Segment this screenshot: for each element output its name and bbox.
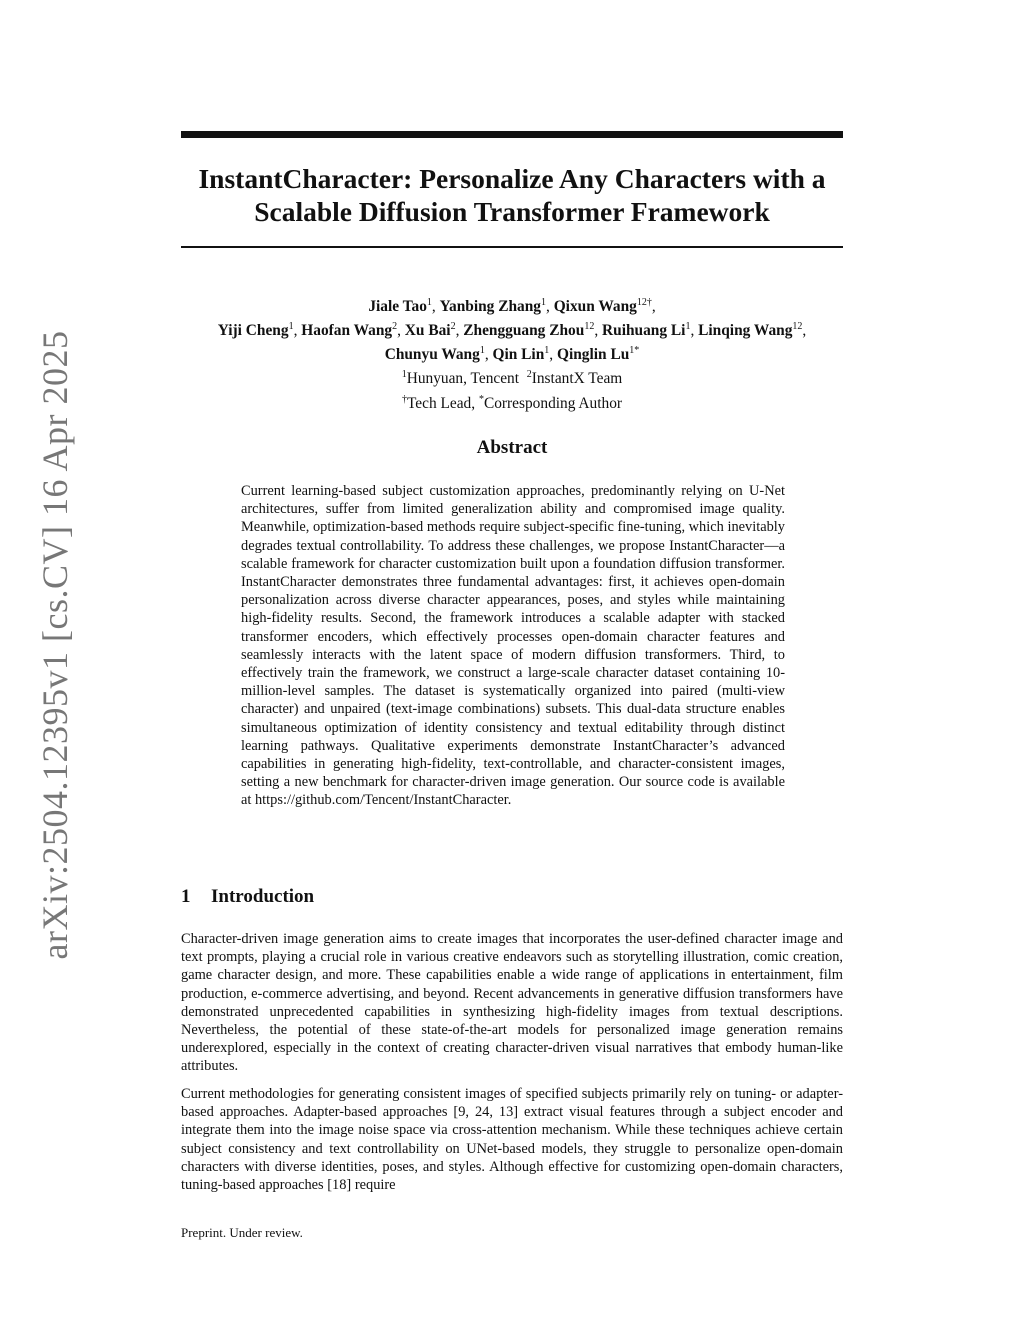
author-affiliation-mark: 1 [544, 345, 550, 357]
section-heading [181, 886, 314, 908]
title-top-rule [181, 131, 843, 138]
affiliation-1: Hunyuan, Tencent [406, 370, 520, 388]
author-affiliation-mark: 2 [450, 321, 456, 333]
author-name: Qin Lin [492, 346, 545, 364]
title-line-1: InstantCharacter: Personalize Any Characters with a [198, 163, 826, 194]
author-notes-line [150, 390, 874, 414]
section-title: Introduction [211, 886, 315, 907]
author-name: Linqing Wang [698, 322, 793, 340]
author-row-1: Jiale Tao$^1$, Yanbing Zhang$^1$, Qixun Wang$^{12\dagger}$, [368, 297, 656, 316]
author-name: Qixun Wang [553, 298, 637, 316]
affiliations-line [150, 365, 874, 389]
author-row-2: Yiji Cheng$^1$, Haofan Wang$^2$, Xu Bai$^2$, Zhengguang Zhou$^{12}$, Ruihuang Li$^1$, Linqing Wang$^{12}$, [217, 321, 807, 340]
section-number: 1 [181, 886, 191, 907]
title-bottom-rule [181, 246, 843, 248]
author-name: Chunyu Wang [384, 346, 480, 364]
abstract-text: Current learning-based subject customization approaches, predominantly relying on U-Net architectures, suffer from limited generalization ability and compromised image quality. Meanwhile, optimization-based methods require subject-specific fine-tuning, which inevitably degrades textual controllability. To address these challenges, we propose InstantCharacter—a scalable framework for character customization built upon a foundation diffusion transformer. InstantCharacter demonstrates three fundamental advantages: first, it achieves open-domain personalization across diverse character appearances, poses, and styles while maintaining high-fidelity results. Second, the framework introduces a scalable adapter with stacked transformer encoders, which effectively processes open-domain character features and seamlessly interacts with the latent space of modern diffusion transformers. Third, to effectively train the framework, we construct a large-scale character dataset containing 10-million-level samples. The dataset is systematically organized into paired (multi-view character) and unpaired (text-image combinations) subsets. This dual-data structure enables simultaneous optimization of identity consistency and textual editability through distinct learning pathways. Qualitative experiments demonstrate InstantCharacter’s advanced capabilities in generating high-fidelity, text-controllable, and character-consistent images, setting a new benchmark for character-driven image generation. Our source code is available at https://github.com/Tencent/InstantCharacter. [241, 483, 785, 809]
author-affiliation-mark: 12 [792, 321, 803, 333]
author-affiliation-mark: 1 [426, 297, 432, 308]
author-name: Zhengguang Zhou [463, 322, 585, 340]
abstract-heading: Abstract [476, 437, 548, 458]
paper-title [150, 162, 874, 228]
tech-lead-note: Tech Lead, [406, 394, 479, 412]
author-affiliation-mark: 1 [685, 321, 691, 333]
intro-paragraph-1: Character-driven image generation aims to create images that incorporates the user-defined character image and text prompts, playing a crucial role in various creative endeavors such as storytelling illustration, comic creation, game character design, and more. These capabilities enable a wide range of applications in entertainment, film production, e-commerce advertising, and beyond. Recent advancements in generative diffusion transformers have demonstrated unprecedented capabilities in synthesizing high-fidelity images from textual descriptions. Nevertheless, the potential of these state-of-the-art models for personalized image generation remains underexplored, especially in the context of creating character-driven visual narratives that embody human-like attributes. [181, 931, 843, 1075]
affiliation-2: InstantX Team [531, 370, 623, 388]
author-row-3: Chunyu Wang$^1$, Qin Lin$^1$, Qinglin $Lu^{1*}$ [384, 345, 640, 364]
author-affiliation-mark: 2 [392, 321, 398, 333]
author-affiliation-mark: 1* [629, 345, 640, 357]
author-name: Ruihuang Li [602, 322, 686, 340]
note-mark: * [478, 393, 484, 405]
author-name: Yanbing Zhang [439, 298, 541, 316]
author-affiliation-mark: 1 [479, 345, 485, 357]
author-affiliation-mark: 1 [541, 297, 546, 308]
affiliation-mark: 1 [401, 369, 407, 381]
author-name: Qinglin Lu [556, 346, 630, 364]
author-affiliation-mark: 1 [288, 321, 294, 333]
arxiv-identifier: arXiv:2504.12395v1 [cs.CV] 16 Apr 2025 [35, 330, 75, 960]
author-name: Jiale Tao [368, 298, 427, 316]
author-name: Haofan Wang [301, 322, 393, 340]
author-affiliation-mark: 12† [636, 297, 652, 308]
author-affiliation-mark: 12 [584, 321, 595, 333]
author-name: Xu Bai [404, 322, 451, 340]
title-line-2: Scalable Diffusion Transformer Framework [254, 196, 770, 227]
corresponding-author-note: Corresponding Author [483, 394, 623, 412]
intro-paragraph-2: Current methodologies for generating consistent images of specified subjects primarily rely on tuning- or adapter-based approaches. Adapter-based approaches [9, 24, 13] extract visual features through a subject encoder and integrate them into the image noise space via cross-attention mechanism. While these techniques achieve certain subject consistency and text controllability on UNet-based models, they struggle to personalize open-domain characters with diverse identities, poses, and styles. Although effective for customizing open-domain characters, tuning-based approaches [18] require [181, 1086, 843, 1194]
author-block [150, 293, 874, 414]
affiliation-mark: 2 [526, 369, 532, 381]
page-footer: Preprint. Under review. [181, 1225, 303, 1240]
author-name: Yiji Cheng [217, 322, 289, 340]
note-mark: † [401, 393, 407, 405]
